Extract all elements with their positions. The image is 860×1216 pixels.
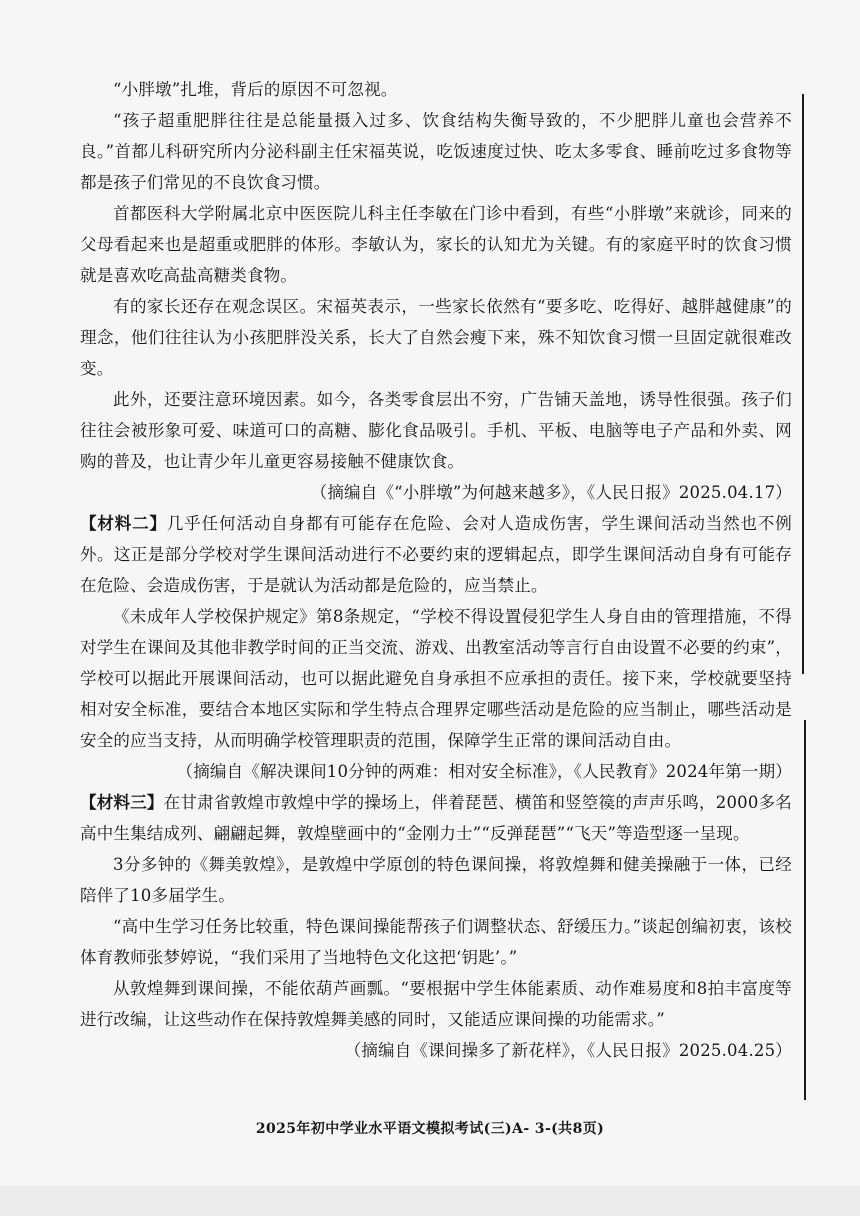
margin-rule (802, 94, 804, 674)
paragraph: 首都医科大学附属北京中医医院儿科主任李敏在门诊中看到，有些“小胖墩”来就诊，同来的父母看起来也是超重或肥胖的体形。李敏认为，家长的认知尤为关键。有的家庭平时的饮食习惯就是喜欢吃高盐高糖类食物。 (80, 204, 792, 285)
paragraph: 从敦煌舞到课间操，不能依葫芦画瓢。“要根据中学生体能素质、动作难易度和8拍丰富度等进行改编，让这些动作在保持敦煌舞美感的同时，又能适应课间操的功能需求。” (80, 979, 792, 1029)
paragraph: 有的家长还存在观念误区。宋福英表示，一些家长依然有“要多吃、吃得好、越胖越健康”的理念，他们往往认为小孩肥胖没关系，长大了自然会瘦下来，殊不知饮食习惯一旦固定就很难改变。 (80, 297, 792, 378)
source-citation: （摘编自《课间操多了新花样》，《人民日报》2025.04.25） (344, 1041, 792, 1060)
material-2-paragraph (80, 508, 792, 601)
paragraph: “高中生学习任务比较重，特色课间操能帮孩子们调整状态、舒缓压力。”谈起创编初衷，该校体育教师张梦婷说，“我们采用了当地特色文化这把‘钥匙’。” (80, 917, 792, 967)
margin-rule (804, 720, 806, 1100)
material-text: 在甘肃省敦煌市敦煌中学的操场上，伴着琵琶、横笛和竖箜篌的声声乐鸣，2000多名高中生集结成列、翩翩起舞，敦煌壁画中的“金刚力士”“反弹琵琶”“飞天”等造型逐一呈现。 (80, 793, 793, 843)
material-text: 几乎任何活动自身都有可能存在危险、会对人造成伤害，学生课间活动当然也不例外。这正是部分学校对学生课间活动进行不必要约束的逻辑起点，即学生课间活动自身有可能存在危险、会造成伤害，于是就认为活动都是危险的，应当禁止。 (80, 514, 793, 595)
scan-edge (0, 1186, 860, 1216)
paragraph: 《未成年人学校保护规定》第8条规定，“学校不得设置侵犯学生人身自由的管理措施，不得对学生在课间及其他非教学时间的正当交流、游戏、出教室活动等言行自由设置不必要的约束”，学校可以据此开展课间活动，也可以据此避免自身承担不应承担的责任。接下来，学校就要坚持相对安全标准，要结合本地区实际和学生特点合理界定哪些活动是危险的应当制止，哪些活动是安全的应当支持，从而明确学校管理职责的范围，保障学生正常的课间活动自由。 (80, 607, 792, 750)
paragraph: 3分多钟的《舞美敦煌》，是敦煌中学原创的特色课间操，将敦煌舞和健美操融于一体，已经陪伴了10多届学生。 (80, 855, 792, 905)
source-citation: （摘编自《“小胖墩”为何越来越多》，《人民日报》2025.04.17） (310, 483, 792, 502)
material-label: 【材料三】 (80, 793, 164, 812)
paragraph: “孩子超重肥胖往往是总能量摄入过多、饮食结构失衡导致的，不少肥胖儿童也会营养不良。”首都儿科研究所内分泌科副主任宋福英说，吃饭速度过快、吃太多零食、睡前吃过多食物等都是孩子们常见的不良饮食习惯。 (80, 111, 792, 192)
article-body (80, 74, 792, 1066)
page-footer: 2025年初中学业水平语文模拟考试(三)A- 3-(共8页) (255, 1121, 605, 1137)
paragraph: “小胖墩”扎堆，背后的原因不可忽视。 (113, 80, 398, 99)
source-citation: （摘编自《解决课间10分钟的两难：相对安全标准》，《人民教育》2024年第一期） (176, 762, 792, 781)
material-label: 【材料二】 (80, 514, 167, 533)
paragraph: 此外，还要注意环境因素。如今，各类零食层出不穷，广告铺天盖地，诱导性很强。孩子们往往会被形象可爱、味道可口的高糖、膨化食品吸引。手机、平板、电脑等电子产品和外卖、网购的普及，也让青少年儿童更容易接触不健康饮食。 (80, 390, 792, 471)
material-3-paragraph (80, 787, 792, 849)
